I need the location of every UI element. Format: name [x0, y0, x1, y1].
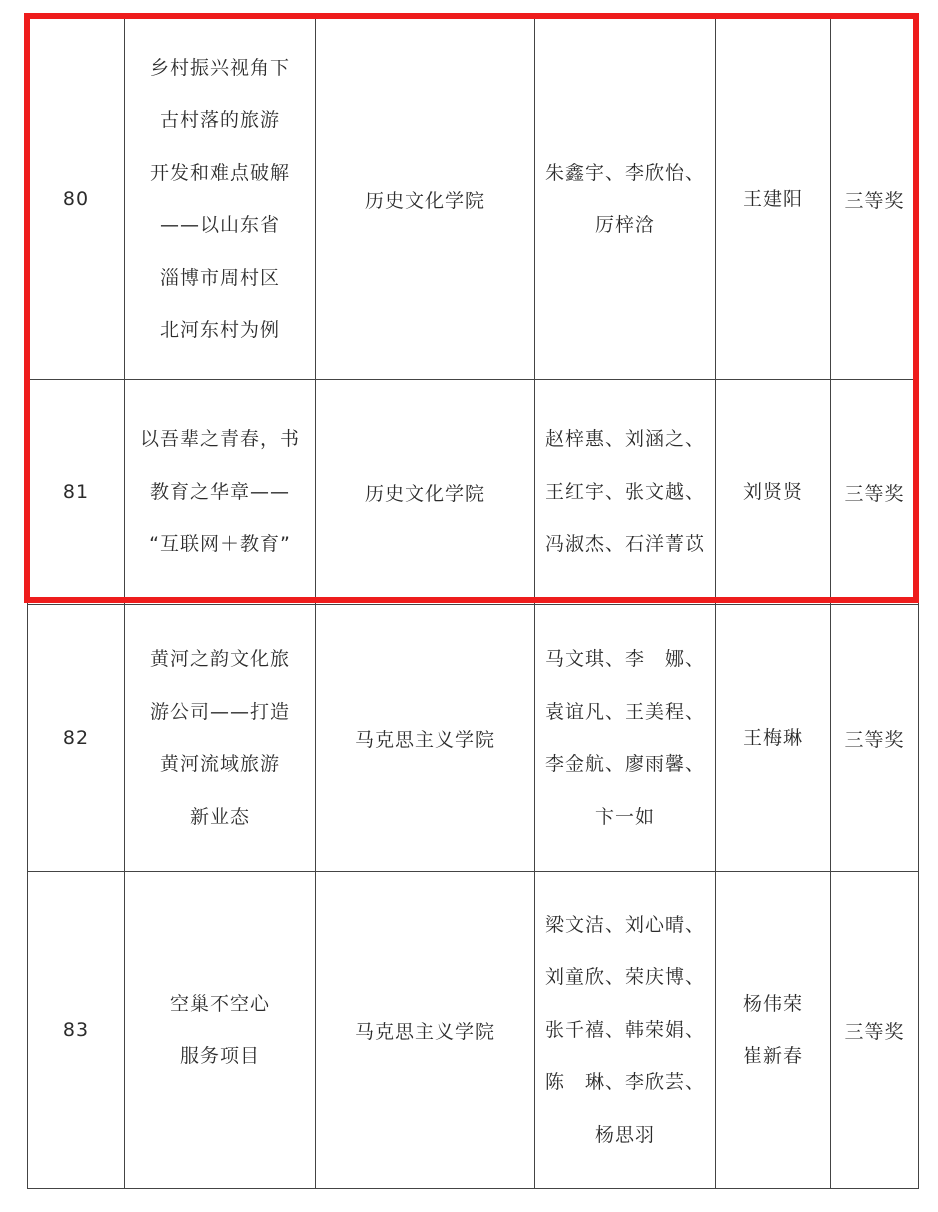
members-cell: [535, 605, 716, 872]
row-number: 81: [62, 481, 90, 503]
college-cell: [316, 380, 535, 605]
project-name-line: 黄河流域旅游: [159, 753, 280, 775]
advisor-name: 杨伟荣: [742, 992, 803, 1015]
project-name-line: ——以山东省: [159, 214, 280, 236]
advisor-name: 王梅琳: [742, 726, 803, 749]
award-level: 三等奖: [844, 1020, 905, 1043]
table-row: [28, 605, 919, 872]
members-cell: [535, 380, 716, 605]
college-cell: [316, 872, 535, 1189]
table-row: [28, 380, 919, 605]
college-cell: [316, 605, 535, 872]
project-name-line: 新业态: [189, 805, 250, 828]
college-name: 历史文化学院: [364, 189, 485, 212]
members-cell: [535, 19, 716, 380]
project-name-cell: [125, 380, 316, 605]
member-line: 杨思羽: [594, 1123, 655, 1146]
project-name-line: 空巢不空心: [169, 992, 270, 1015]
awards-table: [27, 18, 919, 1189]
member-line: 马文琪、李 娜、: [544, 648, 705, 670]
project-name-line: “互联网＋教育”: [149, 533, 291, 556]
project-name-cell: [125, 872, 316, 1189]
member-line: 袁谊凡、王美程、: [544, 700, 705, 723]
project-name-cell: [125, 19, 316, 380]
row-number: 82: [62, 727, 90, 749]
college-name: 马克思主义学院: [354, 1020, 495, 1043]
project-name-line: 淄博市周村区: [159, 266, 280, 289]
project-name-line: 乡村振兴视角下: [149, 56, 290, 79]
table-row: [28, 872, 919, 1189]
member-line: 陈 琳、李欣芸、: [544, 1071, 705, 1094]
advisor-cell: [716, 605, 831, 872]
project-name-line: 游公司——打造: [149, 700, 290, 723]
award-cell: [831, 872, 919, 1189]
row-number-cell: [28, 19, 125, 380]
advisor-name: 崔新春: [742, 1045, 803, 1067]
row-number: 83: [62, 1019, 90, 1041]
project-name-line: 北河东村为例: [159, 319, 280, 341]
member-line: 梁文洁、刘心晴、: [544, 913, 705, 936]
member-line: 赵梓惠、刘涵之、: [544, 428, 705, 451]
row-number-cell: [28, 605, 125, 872]
college-cell: [316, 19, 535, 380]
advisor-name: 刘贤贤: [742, 480, 803, 503]
members-cell: [535, 872, 716, 1189]
college-name: 历史文化学院: [364, 482, 485, 505]
member-line: 王红宇、张文越、: [544, 480, 705, 503]
college-name: 马克思主义学院: [354, 728, 495, 751]
award-level: 三等奖: [844, 482, 905, 505]
project-name-line: 开发和难点破解: [149, 161, 290, 184]
member-line: 朱鑫宇、李欣怡、: [544, 161, 705, 184]
project-name-line: 服务项目: [179, 1045, 260, 1067]
member-line: 冯淑杰、石洋菁苡: [544, 533, 705, 556]
row-number-cell: [28, 380, 125, 605]
award-level: 三等奖: [844, 189, 905, 212]
project-name-line: 古村落的旅游: [159, 109, 280, 131]
award-level: 三等奖: [844, 728, 905, 751]
member-line: 卞一如: [594, 805, 655, 828]
member-line: 厉梓浛: [594, 214, 655, 236]
award-cell: [831, 605, 919, 872]
row-number: 80: [62, 188, 90, 210]
advisor-cell: [716, 380, 831, 605]
project-name-cell: [125, 605, 316, 872]
project-name-line: 黄河之韵文化旅: [149, 648, 290, 670]
project-name-line: 以吾辈之青春，书: [139, 428, 300, 451]
advisor-cell: [716, 872, 831, 1189]
project-name-line: 教育之华章——: [149, 480, 290, 503]
member-line: 刘童欣、荣庆博、: [544, 966, 705, 989]
advisor-cell: [716, 19, 831, 380]
table-row: [28, 19, 919, 380]
award-cell: [831, 380, 919, 605]
member-line: 张千禧、韩荣娟、: [544, 1018, 705, 1041]
member-line: 李金航、廖雨馨、: [544, 753, 705, 775]
advisor-name: 王建阳: [742, 187, 803, 210]
row-number-cell: [28, 872, 125, 1189]
award-cell: [831, 19, 919, 380]
